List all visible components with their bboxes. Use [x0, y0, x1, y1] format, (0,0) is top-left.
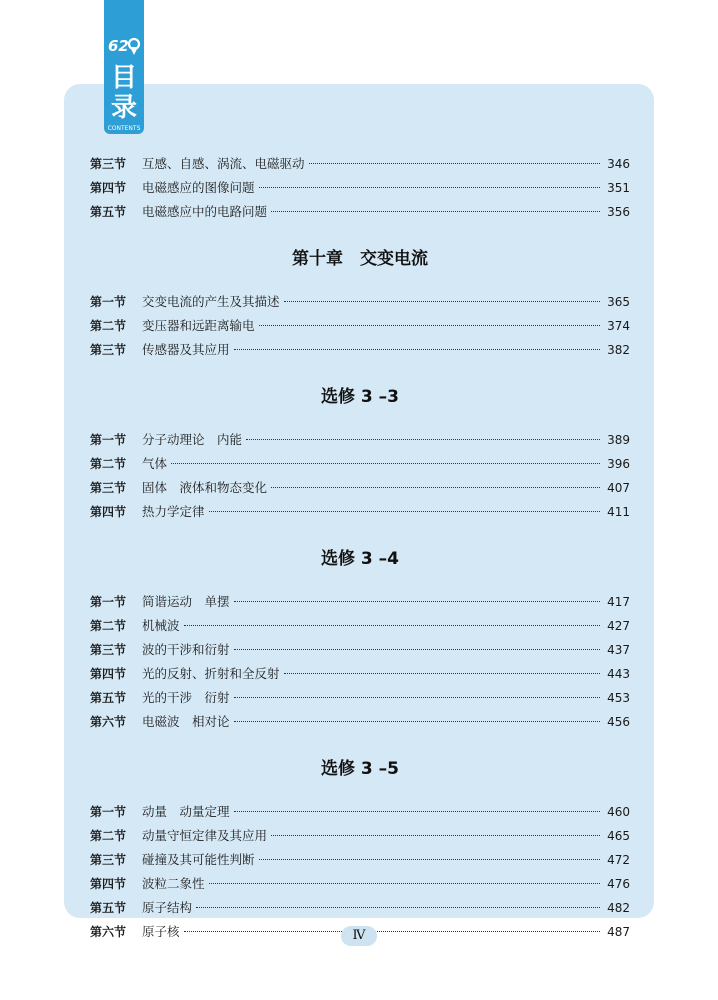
- dot-leader: [246, 439, 600, 440]
- section-number: 第四节: [90, 181, 127, 195]
- toc-entry[interactable]: [90, 874, 630, 898]
- toc-entry[interactable]: [90, 712, 630, 736]
- section-title: 动量守恒定律及其应用: [142, 828, 268, 843]
- chapter-heading: 第十章 交变电流: [292, 249, 428, 269]
- section-page: 476: [607, 877, 630, 891]
- chapter-heading: 选修 3 –3: [321, 387, 399, 407]
- section-page: 365: [607, 295, 630, 309]
- dot-leader: [259, 187, 600, 188]
- section-page: 351: [607, 181, 630, 195]
- section-page: 396: [607, 457, 630, 471]
- dot-leader: [196, 907, 600, 908]
- section-title: 电磁感应中的电路问题: [142, 204, 268, 219]
- section-title: 原子结构: [142, 900, 193, 915]
- section-number: 第三节: [90, 157, 127, 171]
- dot-leader: [259, 859, 600, 860]
- dot-leader: [234, 721, 600, 722]
- toc-entry[interactable]: [90, 640, 630, 664]
- chapter-heading: 选修 3 –5: [321, 759, 399, 779]
- section-title: 热力学定律: [142, 504, 205, 519]
- section-title: 分子动理论 内能: [142, 432, 243, 447]
- section-number: 第二节: [90, 457, 127, 471]
- section-number: 第五节: [90, 691, 127, 705]
- section-number: 第三节: [90, 343, 127, 357]
- toc-entry[interactable]: [90, 664, 630, 688]
- toc-entry[interactable]: [90, 154, 630, 178]
- section-number: 第六节: [90, 715, 127, 729]
- dot-leader: [234, 649, 600, 650]
- section-title: 电磁感应的图像问题: [142, 180, 255, 195]
- section-page: 460: [607, 805, 630, 819]
- dot-leader: [271, 211, 600, 212]
- section-title: 气体: [142, 456, 168, 471]
- section-page: 417: [607, 595, 630, 609]
- toc-entry[interactable]: [90, 340, 630, 364]
- toc-subtitle: CONTENTS: [107, 125, 141, 132]
- section-page: 427: [607, 619, 630, 633]
- toc-entry[interactable]: [90, 178, 630, 202]
- map-pin-logo-icon: [107, 34, 141, 56]
- section-number: 第一节: [90, 805, 127, 819]
- dot-leader: [234, 349, 600, 350]
- section-number: 第五节: [90, 205, 127, 219]
- page-number: Ⅳ: [341, 926, 377, 946]
- section-number: 第二节: [90, 829, 127, 843]
- dot-leader: [271, 487, 600, 488]
- section-title: 固体 液体和物态变化: [142, 480, 268, 495]
- dot-leader: [271, 835, 600, 836]
- section-page: 456: [607, 715, 630, 729]
- dot-leader: [234, 601, 600, 602]
- section-number: 第四节: [90, 505, 127, 519]
- toc-entry[interactable]: [90, 616, 630, 640]
- section-page: 443: [607, 667, 630, 681]
- section-title: 光的反射、折射和全反射: [142, 666, 280, 681]
- toc-entry[interactable]: [90, 592, 630, 616]
- section-page: 356: [607, 205, 630, 219]
- section-title: 交变电流的产生及其描述: [142, 294, 280, 309]
- section-number: 第一节: [90, 295, 127, 309]
- dot-leader: [234, 811, 600, 812]
- section-page: 374: [607, 319, 630, 333]
- dot-leader: [234, 697, 600, 698]
- section-number: 第三节: [90, 481, 127, 495]
- section-title: 变压器和远距离输电: [142, 318, 255, 333]
- section-page: 346: [607, 157, 630, 171]
- toc-entry[interactable]: [90, 454, 630, 478]
- dot-leader: [284, 301, 600, 302]
- section-number: 第二节: [90, 619, 127, 633]
- toc-entry[interactable]: [90, 292, 630, 316]
- section-number: 第六节: [90, 925, 127, 939]
- toc-entry[interactable]: [90, 478, 630, 502]
- section-page: 437: [607, 643, 630, 657]
- section-number: 第四节: [90, 877, 127, 891]
- toc-entry[interactable]: [90, 688, 630, 712]
- section-page: 382: [607, 343, 630, 357]
- toc-entry[interactable]: [90, 202, 630, 226]
- section-page: 472: [607, 853, 630, 867]
- section-title: 互感、自感、涡流、电磁驱动: [142, 156, 305, 171]
- toc-entry[interactable]: [90, 430, 630, 454]
- contents-tab: [104, 0, 144, 134]
- section-page: 487: [607, 925, 630, 939]
- dot-leader: [284, 673, 600, 674]
- section-number: 第四节: [90, 667, 127, 681]
- toc-title-char-2: 录: [110, 93, 137, 123]
- dot-leader: [209, 883, 600, 884]
- section-number: 第五节: [90, 901, 127, 915]
- toc-entry[interactable]: [90, 826, 630, 850]
- table-of-contents: [90, 154, 630, 946]
- section-page: 407: [607, 481, 630, 495]
- section-number: 第三节: [90, 853, 127, 867]
- section-page: 482: [607, 901, 630, 915]
- chapter-heading: 选修 3 –4: [321, 549, 399, 569]
- dot-leader: [184, 931, 600, 932]
- section-page: 411: [607, 505, 630, 519]
- dot-leader: [209, 511, 600, 512]
- dot-leader: [309, 163, 600, 164]
- dot-leader: [259, 325, 600, 326]
- section-title: 简谐运动 单摆: [142, 594, 230, 609]
- section-title: 原子核: [142, 924, 180, 939]
- section-title: 电磁波 相对论: [142, 714, 230, 729]
- toc-entry[interactable]: [90, 898, 630, 922]
- toc-title-char-1: 目: [110, 63, 137, 93]
- section-number: 第三节: [90, 643, 127, 657]
- section-number: 第一节: [90, 433, 127, 447]
- section-title: 机械波: [142, 618, 180, 633]
- section-title: 传感器及其应用: [142, 342, 230, 357]
- section-title: 波粒二象性: [142, 876, 205, 891]
- section-title: 光的干涉 衍射: [142, 690, 230, 705]
- toc-entry[interactable]: [90, 316, 630, 340]
- svg-text:62: 62: [108, 37, 129, 55]
- section-title: 碰撞及其可能性判断: [142, 852, 255, 867]
- section-title: 波的干涉和衍射: [142, 642, 230, 657]
- section-page: 465: [607, 829, 630, 843]
- section-page: 453: [607, 691, 630, 705]
- dot-leader: [171, 463, 600, 464]
- toc-entry[interactable]: [90, 502, 630, 526]
- dot-leader: [184, 625, 600, 626]
- section-number: 第二节: [90, 319, 127, 333]
- section-title: 动量 动量定理: [142, 804, 230, 819]
- section-number: 第一节: [90, 595, 127, 609]
- toc-entry[interactable]: [90, 850, 630, 874]
- section-page: 389: [607, 433, 630, 447]
- toc-entry[interactable]: [90, 802, 630, 826]
